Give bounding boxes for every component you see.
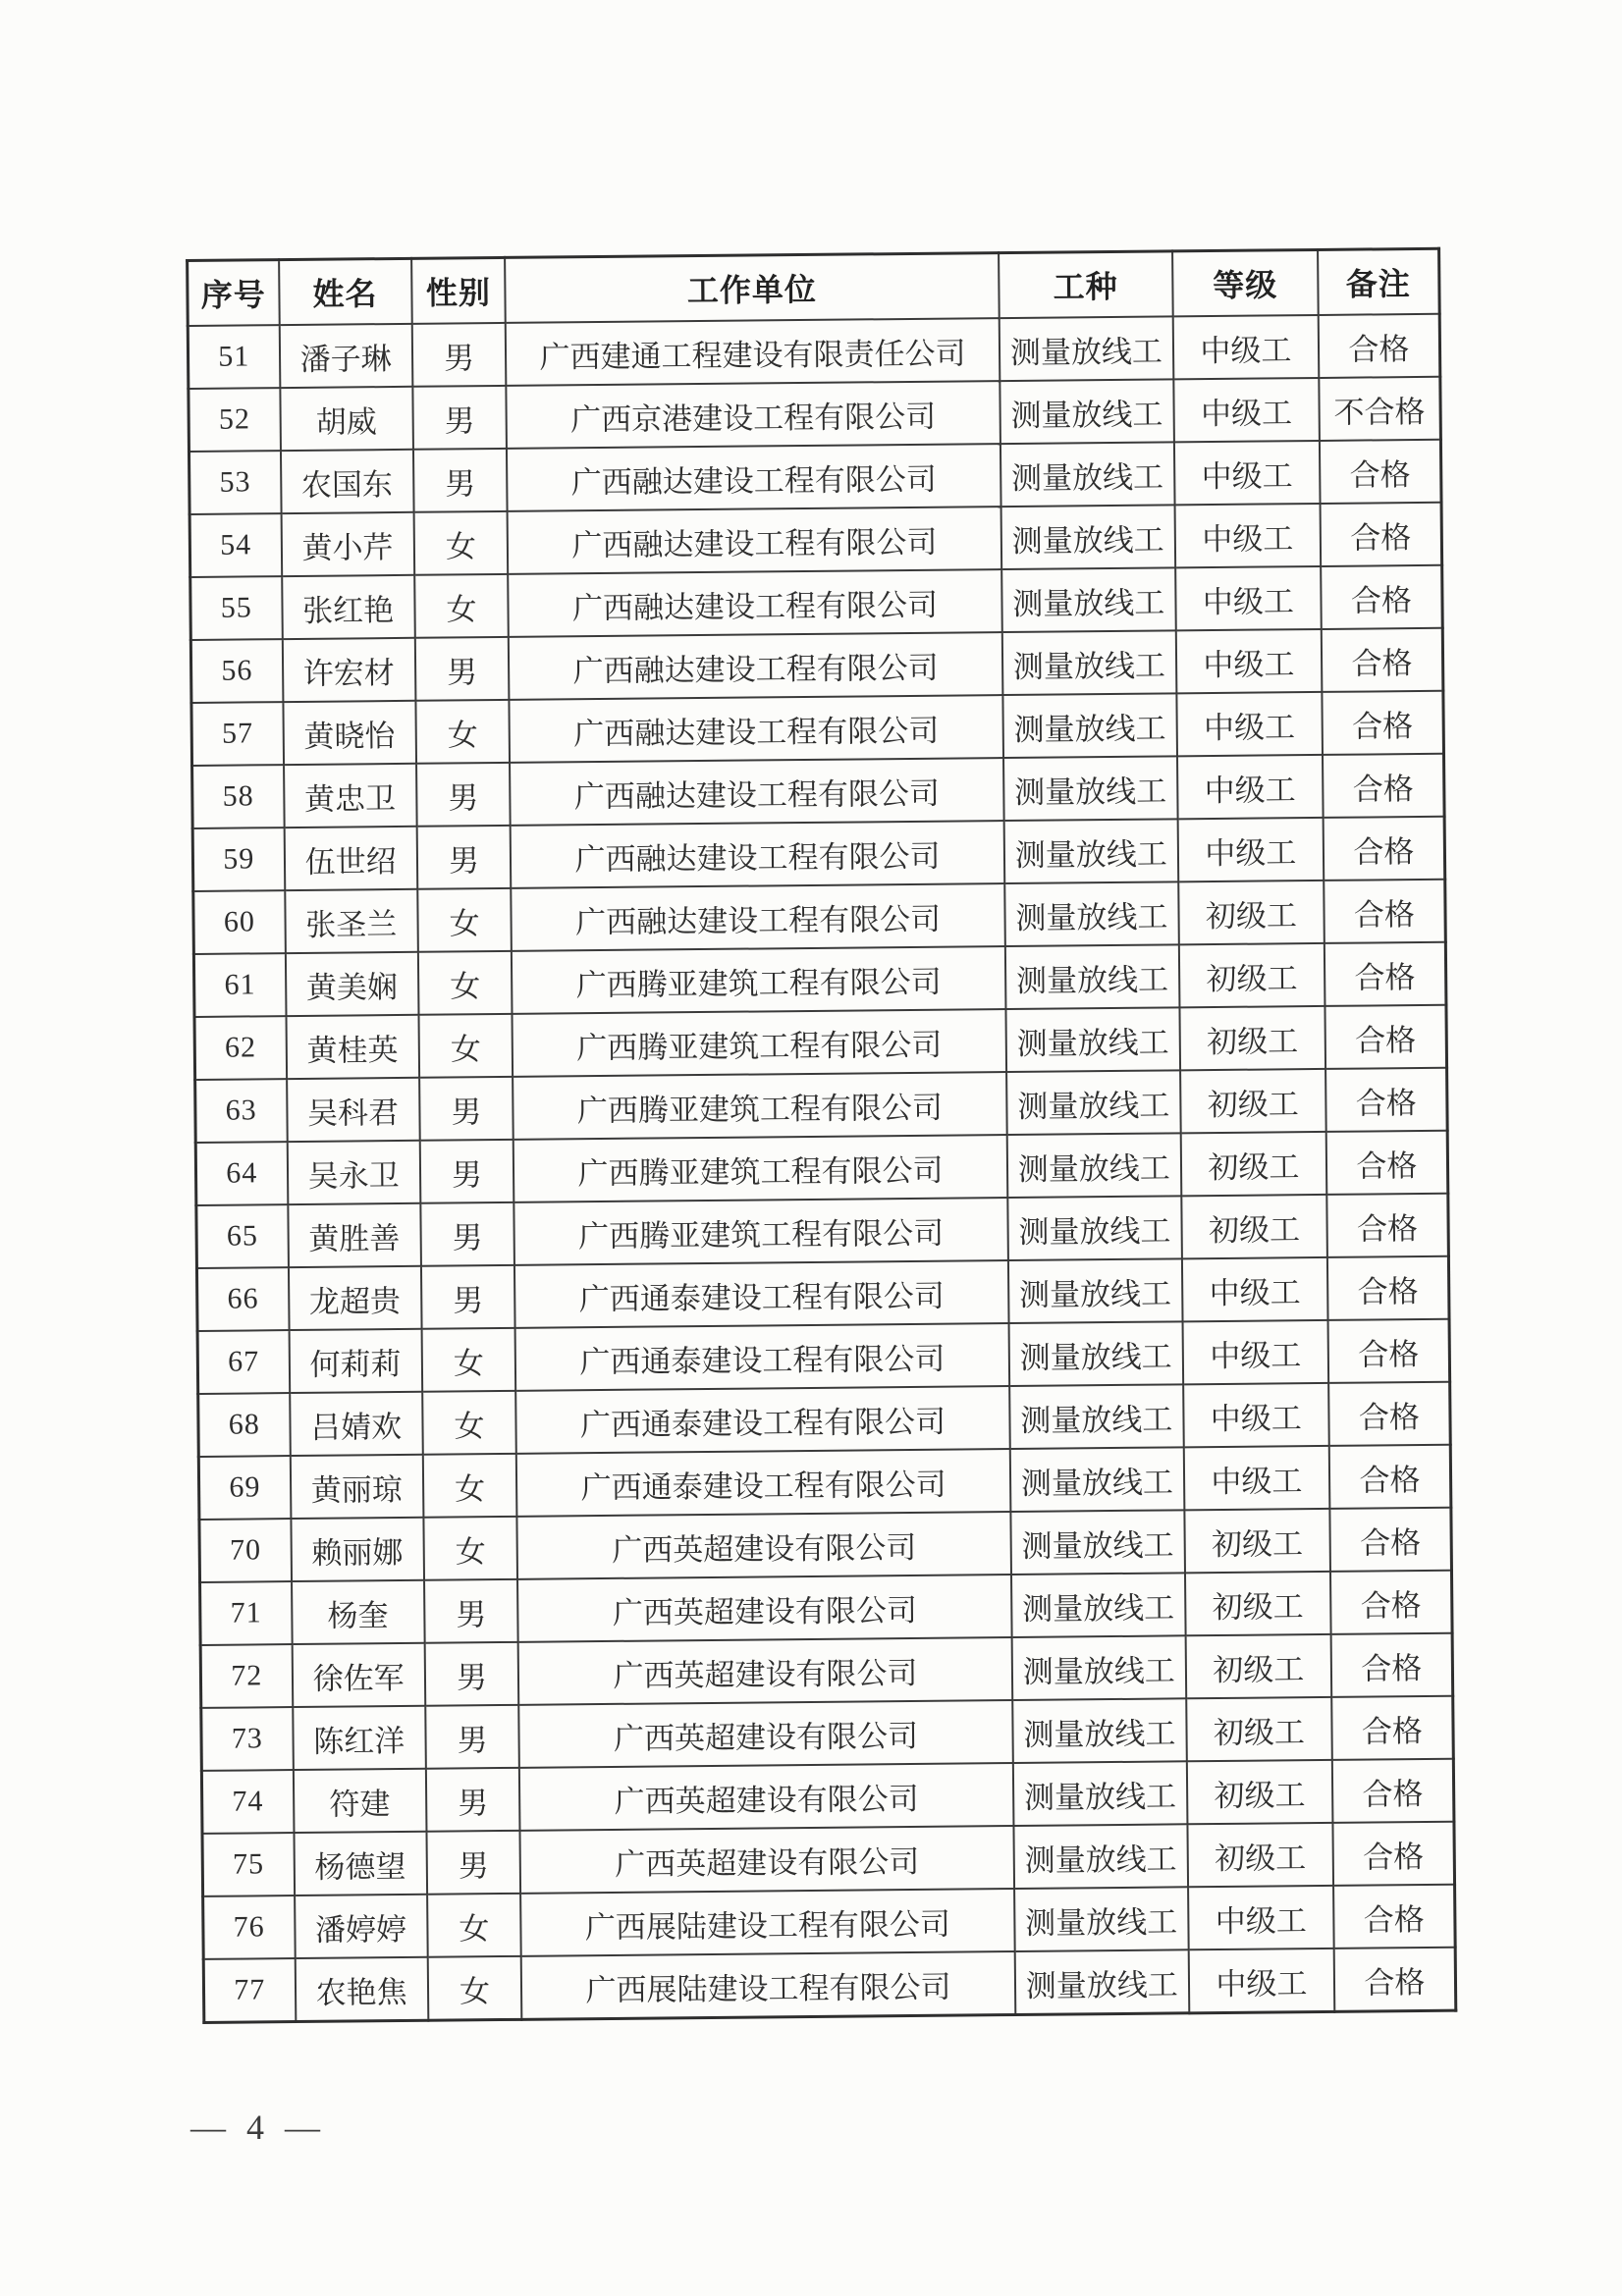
cell-trade: 测量放线工 bbox=[1001, 630, 1176, 695]
cell-grade: 中级工 bbox=[1174, 441, 1320, 505]
cell-trade: 测量放线工 bbox=[1000, 442, 1175, 507]
header-cell-no: 序号 bbox=[188, 260, 280, 326]
cell-company: 广西融达建设工程有限公司 bbox=[509, 569, 1002, 637]
cell-gender: 女 bbox=[413, 511, 508, 575]
cell-no: 64 bbox=[195, 1142, 288, 1205]
cell-company: 广西融达建设工程有限公司 bbox=[509, 632, 1002, 700]
cell-gender: 男 bbox=[421, 1265, 515, 1329]
cell-remark: 合格 bbox=[1333, 1948, 1455, 2012]
cell-remark: 合格 bbox=[1325, 1005, 1446, 1069]
table-row bbox=[194, 1005, 1447, 1080]
cell-company: 广西英超建设有限公司 bbox=[518, 1637, 1012, 1705]
cell-name: 龙超贵 bbox=[289, 1266, 422, 1330]
table-row bbox=[192, 754, 1445, 828]
cell-company: 广西融达建设工程有限公司 bbox=[510, 758, 1003, 826]
cell-gender: 男 bbox=[413, 449, 508, 512]
cell-name: 陈红洋 bbox=[293, 1706, 426, 1770]
header-row bbox=[188, 248, 1440, 326]
cell-gender: 男 bbox=[416, 763, 511, 827]
header-cell-company: 工作单位 bbox=[505, 253, 999, 323]
cell-no: 53 bbox=[189, 451, 281, 514]
cell-remark: 合格 bbox=[1327, 1256, 1449, 1320]
cell-grade: 初级工 bbox=[1184, 1509, 1329, 1573]
cell-company: 广西英超建设有限公司 bbox=[519, 1700, 1013, 1768]
cell-grade: 中级工 bbox=[1189, 1949, 1335, 2013]
cell-trade: 测量放线工 bbox=[1001, 567, 1176, 632]
cell-grade: 初级工 bbox=[1179, 943, 1325, 1007]
cell-grade: 中级工 bbox=[1175, 566, 1321, 630]
cell-remark: 合格 bbox=[1330, 1571, 1452, 1634]
cell-remark: 合格 bbox=[1332, 1759, 1454, 1823]
cell-remark: 合格 bbox=[1325, 1131, 1447, 1195]
cell-no: 68 bbox=[198, 1393, 291, 1457]
cell-gender: 男 bbox=[419, 1077, 514, 1141]
header-cell-grade: 等级 bbox=[1172, 249, 1319, 316]
cell-remark: 合格 bbox=[1322, 691, 1443, 755]
cell-company: 广西京港建设工程有限公司 bbox=[507, 381, 1000, 449]
cell-trade: 测量放线工 bbox=[1003, 756, 1178, 821]
cell-no: 57 bbox=[191, 702, 284, 766]
cell-company: 广西腾亚建筑工程有限公司 bbox=[512, 946, 1005, 1014]
cell-gender: 男 bbox=[420, 1202, 514, 1266]
table-row bbox=[199, 1508, 1452, 1582]
roster-table-wrap bbox=[186, 247, 1457, 2024]
cell-gender: 女 bbox=[422, 1391, 516, 1455]
cell-remark: 合格 bbox=[1320, 440, 1441, 504]
cell-gender: 男 bbox=[426, 1768, 520, 1832]
cell-no: 59 bbox=[192, 828, 285, 891]
cell-gender: 女 bbox=[427, 1956, 521, 2020]
cell-no: 70 bbox=[199, 1519, 292, 1582]
cell-grade: 中级工 bbox=[1178, 818, 1324, 881]
cell-trade: 测量放线工 bbox=[1011, 1635, 1186, 1700]
table-row bbox=[190, 628, 1443, 703]
cell-no: 77 bbox=[203, 1958, 296, 2022]
table-row bbox=[188, 314, 1440, 389]
cell-gender: 女 bbox=[423, 1517, 517, 1580]
cell-grade: 初级工 bbox=[1187, 1823, 1332, 1887]
cell-trade: 测量放线工 bbox=[1012, 1698, 1187, 1763]
table-row bbox=[200, 1633, 1453, 1708]
cell-remark: 不合格 bbox=[1319, 377, 1440, 441]
cell-trade: 测量放线工 bbox=[1005, 944, 1180, 1009]
cell-grade: 中级工 bbox=[1188, 1886, 1333, 1949]
cell-trade: 测量放线工 bbox=[1013, 1824, 1188, 1889]
cell-company: 广西通泰建设工程有限公司 bbox=[515, 1323, 1009, 1391]
table-body bbox=[188, 314, 1456, 2023]
cell-name: 吴永卫 bbox=[287, 1141, 420, 1204]
cell-name: 许宏材 bbox=[282, 638, 415, 702]
cell-company: 广西融达建设工程有限公司 bbox=[508, 507, 1001, 574]
cell-trade: 测量放线工 bbox=[999, 316, 1173, 381]
cell-company: 广西融达建设工程有限公司 bbox=[507, 444, 1000, 511]
cell-gender: 女 bbox=[415, 700, 510, 764]
cell-company: 广西展陆建设工程有限公司 bbox=[521, 1951, 1015, 2019]
cell-grade: 初级工 bbox=[1181, 1195, 1326, 1258]
cell-grade: 中级工 bbox=[1183, 1383, 1328, 1447]
cell-grade: 初级工 bbox=[1181, 1132, 1326, 1196]
cell-name: 黄胜善 bbox=[288, 1203, 421, 1267]
cell-trade: 测量放线工 bbox=[1003, 819, 1178, 883]
table-row bbox=[189, 377, 1441, 452]
cell-trade: 测量放线工 bbox=[1009, 1384, 1184, 1449]
header-cell-trade: 工种 bbox=[999, 251, 1173, 318]
cell-no: 58 bbox=[192, 765, 285, 828]
cell-no: 65 bbox=[196, 1204, 289, 1268]
cell-name: 张红艳 bbox=[282, 575, 415, 639]
table-header bbox=[188, 248, 1440, 326]
table-row bbox=[197, 1319, 1450, 1394]
cell-remark: 合格 bbox=[1326, 1194, 1448, 1257]
cell-grade: 中级工 bbox=[1174, 504, 1320, 567]
table-row bbox=[200, 1571, 1453, 1645]
table-row bbox=[190, 565, 1443, 640]
table-row bbox=[195, 1068, 1448, 1143]
cell-grade: 初级工 bbox=[1179, 1006, 1325, 1070]
cell-name: 徐佐军 bbox=[292, 1643, 425, 1707]
table-row bbox=[192, 817, 1445, 891]
cell-grade: 初级工 bbox=[1186, 1697, 1331, 1761]
cell-remark: 合格 bbox=[1321, 565, 1442, 629]
cell-trade: 测量放线工 bbox=[1011, 1573, 1186, 1637]
cell-trade: 测量放线工 bbox=[1006, 1070, 1181, 1135]
cell-trade: 测量放线工 bbox=[1004, 881, 1179, 946]
cell-no: 54 bbox=[189, 513, 282, 577]
cell-no: 55 bbox=[190, 576, 283, 640]
cell-no: 72 bbox=[200, 1644, 293, 1708]
cell-company: 广西英超建设有限公司 bbox=[519, 1763, 1013, 1831]
table-row bbox=[201, 1696, 1454, 1771]
table-row bbox=[198, 1445, 1451, 1520]
cell-gender: 男 bbox=[419, 1140, 514, 1203]
cell-remark: 合格 bbox=[1325, 942, 1446, 1006]
cell-no: 66 bbox=[196, 1267, 289, 1331]
cell-company: 广西英超建设有限公司 bbox=[517, 1512, 1011, 1579]
cell-remark: 合格 bbox=[1325, 1068, 1447, 1132]
cell-trade: 测量放线工 bbox=[1000, 505, 1175, 569]
cell-remark: 合格 bbox=[1322, 628, 1443, 692]
cell-trade: 测量放线工 bbox=[1000, 379, 1174, 444]
cell-gender: 女 bbox=[417, 888, 512, 952]
cell-no: 60 bbox=[193, 890, 286, 954]
page-number: — 4 — bbox=[190, 2108, 326, 2147]
cell-no: 51 bbox=[188, 325, 280, 389]
cell-gender: 男 bbox=[412, 386, 507, 450]
cell-name: 黄美娴 bbox=[285, 952, 418, 1016]
cell-grade: 中级工 bbox=[1184, 1446, 1329, 1510]
cell-name: 黄晓怡 bbox=[283, 701, 416, 765]
cell-gender: 男 bbox=[424, 1579, 518, 1643]
cell-company: 广西腾亚建筑工程有限公司 bbox=[514, 1135, 1007, 1202]
cell-trade: 测量放线工 bbox=[1008, 1321, 1183, 1386]
cell-grade: 中级工 bbox=[1176, 692, 1322, 756]
cell-name: 黄小芹 bbox=[281, 512, 414, 576]
cell-grade: 中级工 bbox=[1177, 755, 1323, 819]
cell-remark: 合格 bbox=[1320, 503, 1441, 566]
cell-trade: 测量放线工 bbox=[1009, 1447, 1184, 1512]
cell-name: 潘婷婷 bbox=[295, 1895, 428, 1958]
cell-name: 吴科君 bbox=[287, 1078, 420, 1142]
table-row bbox=[196, 1256, 1449, 1331]
cell-company: 广西建通工程建设有限责任公司 bbox=[506, 318, 1000, 386]
cell-remark: 合格 bbox=[1333, 1885, 1455, 1949]
cell-no: 62 bbox=[194, 1016, 287, 1080]
cell-name: 胡威 bbox=[280, 387, 413, 451]
table-row bbox=[202, 1822, 1455, 1896]
table-row bbox=[189, 440, 1441, 514]
cell-gender: 男 bbox=[415, 637, 510, 701]
cell-company: 广西融达建设工程有限公司 bbox=[510, 695, 1003, 763]
cell-no: 71 bbox=[200, 1581, 293, 1645]
cell-no: 56 bbox=[190, 639, 283, 703]
cell-no: 74 bbox=[201, 1770, 294, 1834]
cell-trade: 测量放线工 bbox=[1007, 1196, 1182, 1260]
cell-no: 63 bbox=[195, 1079, 288, 1143]
cell-remark: 合格 bbox=[1328, 1382, 1450, 1446]
cell-grade: 初级工 bbox=[1180, 1069, 1325, 1133]
table-row bbox=[195, 1131, 1448, 1205]
cell-gender: 男 bbox=[416, 826, 511, 889]
cell-name: 农艳焦 bbox=[295, 1957, 428, 2022]
cell-company: 广西通泰建设工程有限公司 bbox=[516, 1449, 1010, 1517]
cell-gender: 男 bbox=[425, 1705, 519, 1769]
cell-remark: 合格 bbox=[1324, 880, 1445, 943]
cell-name: 符建 bbox=[293, 1769, 426, 1833]
cell-grade: 初级工 bbox=[1178, 881, 1324, 944]
cell-company: 广西腾亚建筑工程有限公司 bbox=[514, 1198, 1008, 1265]
cell-gender: 女 bbox=[421, 1328, 515, 1392]
header-cell-name: 姓名 bbox=[279, 258, 412, 325]
cell-grade: 中级工 bbox=[1173, 378, 1319, 442]
cell-gender: 女 bbox=[427, 1894, 521, 1957]
cell-company: 广西融达建设工程有限公司 bbox=[512, 883, 1005, 951]
table-row bbox=[203, 1885, 1456, 1959]
cell-trade: 测量放线工 bbox=[1010, 1510, 1185, 1575]
cell-no: 69 bbox=[198, 1456, 291, 1520]
cell-remark: 合格 bbox=[1327, 1319, 1449, 1383]
cell-no: 52 bbox=[189, 388, 281, 452]
table-row bbox=[203, 1948, 1456, 2023]
cell-trade: 测量放线工 bbox=[1005, 1007, 1180, 1072]
cell-no: 75 bbox=[202, 1833, 295, 1896]
cell-grade: 中级工 bbox=[1173, 315, 1319, 379]
cell-remark: 合格 bbox=[1329, 1508, 1451, 1572]
cell-name: 赖丽娜 bbox=[291, 1518, 424, 1581]
cell-name: 杨奎 bbox=[292, 1580, 425, 1644]
cell-grade: 初级工 bbox=[1186, 1634, 1331, 1698]
cell-remark: 合格 bbox=[1318, 314, 1439, 378]
table-row bbox=[196, 1194, 1449, 1268]
cell-gender: 女 bbox=[418, 1014, 513, 1078]
cell-trade: 测量放线工 bbox=[1008, 1258, 1183, 1323]
cell-name: 黄桂英 bbox=[286, 1015, 419, 1079]
cell-grade: 中级工 bbox=[1182, 1320, 1327, 1384]
cell-remark: 合格 bbox=[1331, 1696, 1453, 1760]
cell-name: 张圣兰 bbox=[285, 889, 418, 953]
cell-remark: 合格 bbox=[1329, 1445, 1451, 1509]
cell-company: 广西腾亚建筑工程有限公司 bbox=[513, 1009, 1006, 1077]
cell-name: 何莉莉 bbox=[289, 1329, 422, 1393]
cell-trade: 测量放线工 bbox=[1006, 1133, 1181, 1198]
cell-name: 吕婧欢 bbox=[290, 1392, 423, 1456]
cell-gender: 女 bbox=[414, 574, 509, 638]
cell-grade: 初级工 bbox=[1185, 1572, 1330, 1635]
cell-company: 广西英超建设有限公司 bbox=[517, 1575, 1011, 1642]
cell-company: 广西融达建设工程有限公司 bbox=[511, 821, 1004, 888]
table-row bbox=[191, 691, 1444, 766]
cell-gender: 女 bbox=[418, 951, 513, 1015]
cell-remark: 合格 bbox=[1332, 1822, 1454, 1886]
cell-no: 73 bbox=[201, 1707, 294, 1771]
cell-name: 伍世绍 bbox=[284, 827, 417, 890]
cell-remark: 合格 bbox=[1323, 817, 1444, 881]
table-row bbox=[201, 1759, 1454, 1834]
header-cell-gender: 性别 bbox=[411, 257, 506, 323]
roster-table bbox=[186, 247, 1457, 2024]
table-row bbox=[189, 503, 1442, 577]
cell-grade: 中级工 bbox=[1176, 629, 1322, 693]
cell-company: 广西通泰建设工程有限公司 bbox=[514, 1260, 1008, 1328]
table-row bbox=[198, 1382, 1451, 1457]
cell-trade: 测量放线工 bbox=[1002, 693, 1177, 758]
cell-company: 广西英超建设有限公司 bbox=[520, 1826, 1014, 1894]
cell-remark: 合格 bbox=[1330, 1633, 1452, 1697]
header-cell-remark: 备注 bbox=[1318, 248, 1439, 315]
cell-gender: 男 bbox=[424, 1642, 518, 1706]
table-row bbox=[193, 942, 1446, 1017]
cell-trade: 测量放线工 bbox=[1013, 1761, 1188, 1826]
cell-name: 黄丽琼 bbox=[290, 1455, 423, 1519]
cell-name: 农国东 bbox=[281, 450, 414, 513]
cell-remark: 合格 bbox=[1323, 754, 1444, 818]
cell-gender: 男 bbox=[426, 1831, 520, 1895]
cell-gender: 男 bbox=[411, 323, 506, 387]
cell-gender: 女 bbox=[422, 1454, 516, 1518]
cell-company: 广西展陆建设工程有限公司 bbox=[520, 1889, 1014, 1956]
cell-company: 广西通泰建设工程有限公司 bbox=[516, 1386, 1010, 1454]
cell-grade: 中级工 bbox=[1182, 1257, 1327, 1321]
cell-name: 黄忠卫 bbox=[284, 764, 417, 828]
cell-name: 潘子琳 bbox=[279, 324, 412, 388]
cell-no: 67 bbox=[197, 1330, 290, 1394]
cell-trade: 测量放线工 bbox=[1014, 1887, 1189, 1951]
cell-trade: 测量放线工 bbox=[1014, 1949, 1189, 2014]
cell-no: 61 bbox=[193, 953, 286, 1017]
cell-name: 杨德望 bbox=[294, 1832, 427, 1896]
cell-no: 76 bbox=[203, 1896, 296, 1959]
cell-company: 广西腾亚建筑工程有限公司 bbox=[513, 1072, 1006, 1140]
table-row bbox=[193, 880, 1446, 954]
cell-grade: 初级工 bbox=[1187, 1760, 1332, 1824]
